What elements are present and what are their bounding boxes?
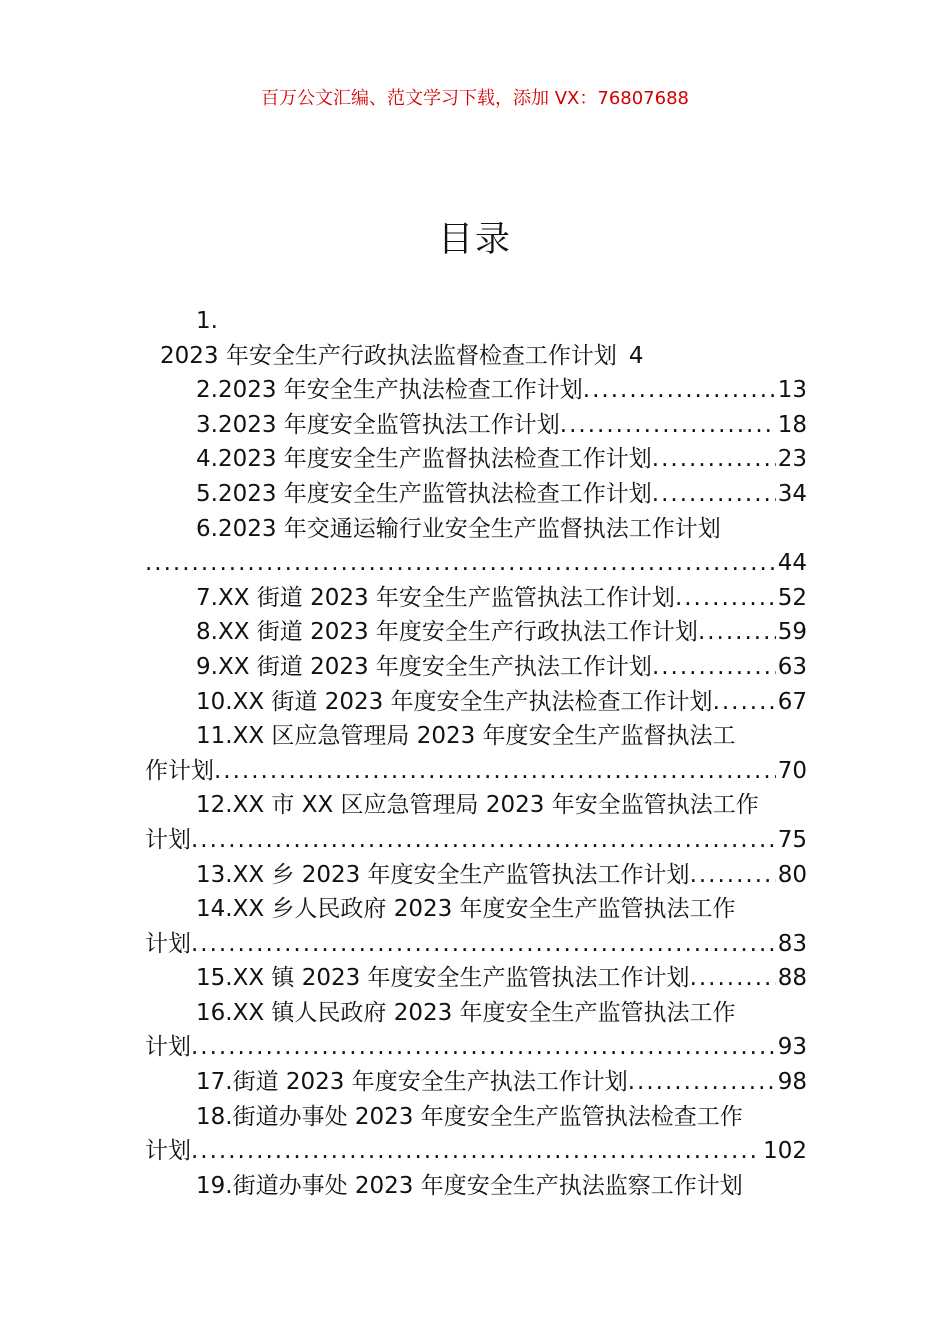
- toc-entry-15[interactable]: [145, 961, 807, 996]
- toc-entry-page: 83: [777, 930, 807, 957]
- toc-entry-text: 2.2023 年安全生产执法检查工作计划: [196, 377, 583, 404]
- toc-entry-5[interactable]: [145, 477, 807, 512]
- leader-dots: [652, 650, 776, 685]
- leader-dots: [191, 1030, 776, 1065]
- toc-entry-page: 70: [777, 757, 807, 784]
- toc-entry-14[interactable]: [145, 892, 807, 927]
- leader-dots: [690, 961, 776, 996]
- toc-entry-11[interactable]: [145, 719, 807, 754]
- leader-dots: [191, 1134, 761, 1169]
- leader-dots: [560, 408, 776, 443]
- toc-entry-page: 93: [777, 1034, 807, 1061]
- toc-entry-text: 11.XX 区应急管理局 2023 年度安全生产监督执法工: [196, 723, 736, 750]
- toc-entry-text: 5.2023 年度安全生产监管执法检查工作计划: [196, 480, 652, 507]
- leader-dots: [690, 858, 776, 893]
- toc-entry-text: 17.街道 2023 年度安全生产执法工作计划: [196, 1069, 628, 1096]
- toc-entry-19[interactable]: [145, 1169, 807, 1204]
- toc-entry-text: 15.XX 镇 2023 年度安全生产监管执法工作计划: [196, 965, 690, 992]
- toc-entry-18[interactable]: [145, 1100, 807, 1135]
- toc-entry-text: 18.街道办事处 2023 年度安全生产监管执法检查工作: [196, 1103, 743, 1130]
- toc-entry-11-continuation[interactable]: [145, 754, 807, 789]
- toc-entry-page: 59: [777, 619, 807, 646]
- toc-entry-text: 6.2023 年交通运输行业安全生产监督执法工作计划: [196, 515, 721, 542]
- toc-entry-text: 2023 年安全生产行政执法监督检查工作计划: [160, 342, 617, 369]
- toc-entry-14-continuation[interactable]: [145, 927, 807, 962]
- toc-entry-page: 98: [777, 1069, 807, 1096]
- toc-entry-text: 3.2023 年度安全监管执法工作计划: [196, 411, 560, 438]
- leader-dots: [191, 823, 776, 858]
- leader-dots: [698, 615, 776, 650]
- toc-entry-page: 52: [777, 584, 807, 611]
- toc-entry-text: 4.2023 年度安全生产监督执法检查工作计划: [196, 446, 652, 473]
- toc-entry-18-continuation[interactable]: [145, 1134, 807, 1169]
- toc-entry-page: 34: [777, 480, 807, 507]
- toc-entry-16[interactable]: [145, 996, 807, 1031]
- toc-entry-1-number-line[interactable]: [145, 304, 807, 339]
- toc-entry-2[interactable]: [145, 373, 807, 408]
- toc-entry-text-continued: 作计划: [145, 757, 214, 784]
- leader-dots: [652, 442, 776, 477]
- toc-entry-text: 12.XX 市 XX 区应急管理局 2023 年安全监管执法工作: [196, 792, 759, 819]
- toc-entry-page: 75: [777, 826, 807, 853]
- toc-entry-page: 63: [777, 653, 807, 680]
- toc-entry-text: 9.XX 街道 2023 年度安全生产执法工作计划: [196, 653, 652, 680]
- toc-entry-page: 18: [777, 411, 807, 438]
- leader-dots: [191, 927, 776, 962]
- toc-entry-number: 1.: [196, 308, 218, 334]
- toc-entry-text: 10.XX 街道 2023 年度安全生产执法检查工作计划: [196, 688, 713, 715]
- toc-entry-6[interactable]: [145, 512, 807, 547]
- leader-dots: [214, 754, 776, 789]
- toc-entry-text: 13.XX 乡 2023 年度安全生产监管执法工作计划: [196, 861, 690, 888]
- toc-entry-page: 67: [777, 688, 807, 715]
- toc-entry-page: 4: [628, 342, 644, 369]
- toc-entry-page: 102: [763, 1138, 807, 1165]
- toc-entry-page: 13: [777, 377, 807, 404]
- toc-entry-text-continued: 计划: [145, 1138, 191, 1165]
- leader-dots: [583, 373, 776, 408]
- toc-entry-text: 14.XX 乡人民政府 2023 年度安全生产监管执法工作: [196, 896, 736, 923]
- toc-entry-text: 8.XX 街道 2023 年度安全生产行政执法工作计划: [196, 619, 698, 646]
- toc-entry-text-continued: 计划: [145, 826, 191, 853]
- toc-entry-3[interactable]: [145, 408, 807, 443]
- toc-entry-text: 7.XX 街道 2023 年安全生产监管执法工作计划: [196, 584, 675, 611]
- toc-entry-16-continuation[interactable]: [145, 1030, 807, 1065]
- toc-entry-12[interactable]: [145, 788, 807, 823]
- page-title: 目录: [437, 220, 512, 260]
- toc-entry-page: 23: [777, 446, 807, 473]
- leader-dots: [675, 581, 776, 616]
- toc-entry-page: 44: [777, 550, 807, 577]
- leader-dots: [652, 477, 776, 512]
- toc-entry-6-continuation[interactable]: [145, 546, 807, 581]
- toc-entry-1[interactable]: [145, 339, 807, 374]
- toc-entry-7[interactable]: [145, 581, 807, 616]
- table-of-contents: [145, 304, 807, 1203]
- leader-dots: [628, 1065, 776, 1100]
- header-banner: 百万公文汇编、范文学习下载，添加 VX：76807688: [261, 88, 689, 109]
- leader-dots: [713, 685, 776, 720]
- toc-entry-text: 16.XX 镇人民政府 2023 年度安全生产监管执法工作: [196, 999, 736, 1026]
- leader-dots: [145, 546, 776, 581]
- toc-entry-17[interactable]: [145, 1065, 807, 1100]
- toc-entry-text-continued: 计划: [145, 930, 191, 957]
- toc-entry-10[interactable]: [145, 685, 807, 720]
- toc-entry-12-continuation[interactable]: [145, 823, 807, 858]
- toc-entry-4[interactable]: [145, 442, 807, 477]
- toc-entry-page: 88: [777, 965, 807, 992]
- toc-entry-text-continued: 计划: [145, 1034, 191, 1061]
- toc-entry-13[interactable]: [145, 858, 807, 893]
- toc-entry-page: 80: [777, 861, 807, 888]
- toc-entry-9[interactable]: [145, 650, 807, 685]
- toc-entry-8[interactable]: [145, 615, 807, 650]
- toc-entry-text: 19.街道办事处 2023 年度安全生产执法监察工作计划: [196, 1172, 743, 1199]
